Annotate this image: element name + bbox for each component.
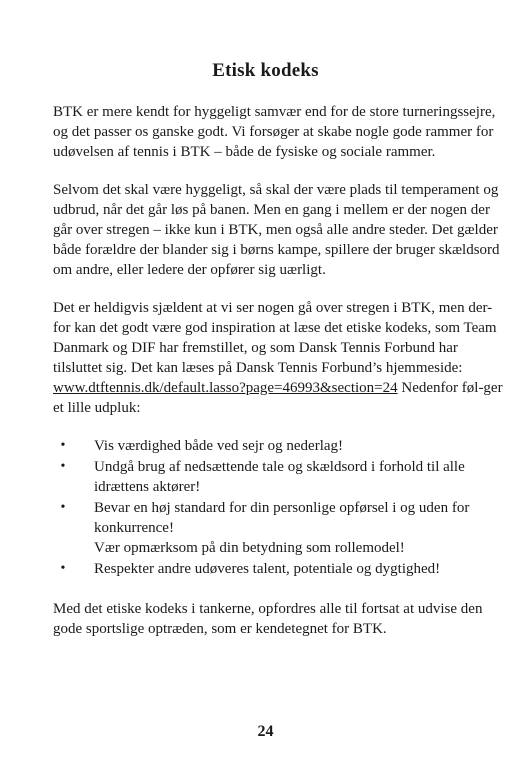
bullet-icon: • bbox=[60, 500, 66, 515]
bullet-icon: • bbox=[60, 438, 66, 453]
bullet-icon: • bbox=[60, 561, 66, 576]
ethics-bullet-list bbox=[53, 436, 505, 579]
list-item bbox=[53, 498, 505, 558]
page-number: 24 bbox=[257, 723, 274, 740]
paragraph-intro: BTK er mere kendt for hyggeligt samvær end for de store turneringssejre, og det passer os ganske godt. Vi forsøger at skabe nogle gode rammer for udøvelsen af tennis i BTK – både de fysiske og sociale rammer. bbox=[53, 104, 496, 160]
paragraph-closing: Med det etiske kodeks i tankerne, opfordres alle til fortsat at udvise den gode sportslige optræden, som er kendetegnet for BTK. bbox=[53, 601, 483, 637]
list-item bbox=[53, 436, 505, 456]
bullet-icon: • bbox=[60, 459, 66, 474]
paragraph-temperament: Selvom det skal være hyggeligt, så skal der være plads til temperament og udbrud, når det går løs på banen. Men en gang i mellem er der nogen der går over stregen – ikke kun i BTK, men også alle andre steder. Det gælder både forældre der blander sig i børns kampe, spillere der bruger skældsord om andre, eller ledere der opfører sig uærligt. bbox=[53, 182, 500, 278]
list-item-text: Vis værdighed både ved sejr og nederlag! bbox=[94, 438, 344, 454]
list-item-text: Undgå brug af nedsættende tale og skældsord i forhold til alle idrættens aktører! bbox=[94, 459, 465, 495]
document-body bbox=[53, 102, 505, 657]
paragraph-ethics-code-text: Det er heldigvis sjældent at vi ser nogen gå over stregen i BTK, men der-for kan det godt være god inspiration at læse det etiske kodeks, som Team Danmark og DIF har fremstillet, og som Dansk Tennis Forbund har tilsluttet sig. Det kan læses på Dansk Tennis Forbund’s hjemmeside: bbox=[53, 300, 497, 376]
paragraph-ethics-code bbox=[53, 298, 505, 418]
list-item-text: Respekter andre udøveres talent, potentiale og dygtighed! bbox=[94, 561, 441, 577]
paragraph-ethics-code-tail: Nedenfor føl-ger et lille udpluk: bbox=[53, 380, 503, 416]
dtf-website-link[interactable]: www.dtftennis.dk/default.lasso?page=46993&section=24 bbox=[53, 380, 398, 396]
list-item-extra-text: Vær opmærksom på din betydning som rollemodel! bbox=[94, 540, 405, 556]
list-item bbox=[53, 457, 505, 497]
list-item bbox=[53, 559, 505, 579]
document-title: Etisk kodeks bbox=[212, 60, 319, 81]
list-item-text: Bevar en høj standard for din personlige opførsel i og uden for konkurrence! bbox=[94, 500, 470, 536]
